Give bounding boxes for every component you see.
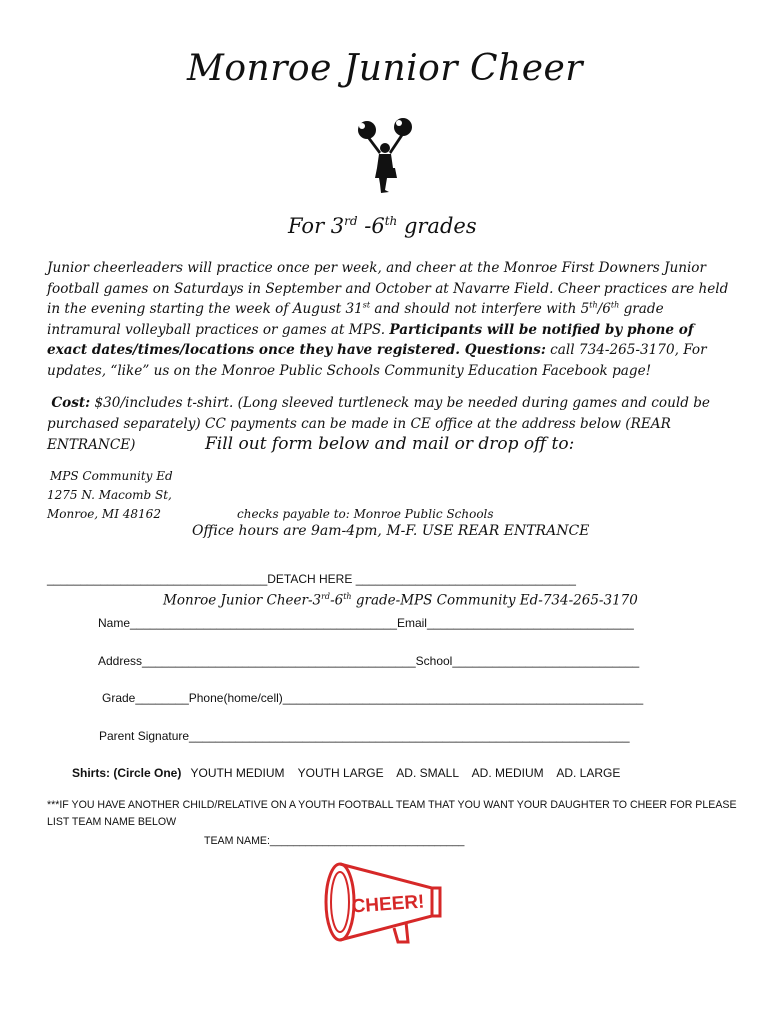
intro-paragraph — [47, 258, 737, 381]
address-school-field[interactable]: Address_________________________________________School____________________________ — [98, 654, 640, 668]
office-hours: Office hours are 9am-4pm, M-F. USE REAR ENTRANCE — [192, 523, 590, 539]
megaphone-text: CHEER! — [350, 891, 426, 918]
intro-text-2: and should not interfere with 5 — [370, 301, 590, 317]
intro-sup-th-2: th — [610, 300, 620, 310]
shirt-option-ad-medium[interactable]: AD. MEDIUM — [471, 766, 544, 780]
shirt-option-ad-small[interactable]: AD. SMALL — [396, 766, 459, 780]
grades-sup-th: th — [384, 214, 398, 228]
fill-out-instruction: Fill out form below and mail or drop off to: — [205, 434, 575, 454]
grades-heading — [288, 214, 477, 238]
intro-text-4: grade intramural volleyball practices or games at MPS. — [47, 301, 664, 338]
grades-sup-rd: rd — [344, 214, 358, 228]
cheerleader-icon — [355, 118, 415, 194]
name-email-field[interactable]: Name________________________________________Email_______________________________ — [98, 616, 634, 630]
form-title-c: grade-MPS Community Ed-734-265-3170 — [351, 592, 638, 609]
cost-text: $30/includes t-shirt. (Long sleeved turtleneck may be needed during games and could be purchased separately) CC payments can be made in CE office at the address below (REAR ENTRANCE) — [47, 395, 710, 453]
intro-bold-notice: Participants will be notified by phone of exact dates/times/locations once they have registered. Questions: — [47, 321, 694, 358]
cost-label: Cost: — [51, 395, 91, 411]
form-title — [163, 592, 638, 609]
grade-phone-field[interactable]: Grade________Phone(home/cell)______________________________________________________ — [102, 691, 644, 705]
form-title-sup-th: th — [343, 592, 352, 601]
form-title-sup-rd: rd — [321, 592, 331, 601]
page-title: Monroe Junior Cheer — [186, 48, 584, 89]
team-note: ***IF YOU HAVE ANOTHER CHILD/RELATIVE ON A YOUTH FOOTBALL TEAM THAT YOU WANT YOUR DAUGHTER TO CHEER FOR PLEASE LIST TEAM NAME BELOW — [47, 799, 737, 828]
form-title-a: Monroe Junior Cheer-3 — [163, 592, 322, 609]
team-name-field[interactable]: TEAM NAME:_________________________________ — [204, 835, 465, 847]
address-line-1: MPS Community Ed — [50, 469, 173, 483]
intro-sup-th-1: th — [589, 300, 598, 310]
parent-signature-field[interactable]: Parent Signature__________________________________________________________________ — [99, 729, 630, 743]
address-line-3: Monroe, MI 48162 — [47, 507, 161, 521]
shirt-size-options — [72, 766, 630, 780]
grades-prefix: For 3 — [288, 214, 345, 238]
intro-text-3: /6 — [597, 301, 611, 317]
form-title-b: -6 — [330, 592, 344, 609]
address-line-2: 1275 N. Macomb St, — [47, 488, 172, 502]
megaphone-icon — [320, 858, 452, 950]
checks-payable: checks payable to: Monroe Public Schools — [237, 507, 494, 521]
shirt-option-youth-medium[interactable]: YOUTH MEDIUM — [190, 766, 285, 780]
detach-line: _________________________________DETACH HERE _________________________________ — [47, 572, 576, 586]
shirts-label: Shirts: (Circle One) — [72, 766, 182, 780]
intro-text-5: call 734-265-3170, For updates, “like” us on the Monroe Public Schools Community Education Facebook page! — [47, 342, 707, 379]
intro-text-1: Junior cheerleaders will practice once per week, and cheer at the Monroe First Downers Junior football games on Saturdays in September and October at Navarre Field. Cheer practices are held in the evening starting the week of August 31 — [47, 260, 729, 317]
shirt-option-ad-large[interactable]: AD. LARGE — [556, 766, 621, 780]
shirt-option-youth-large[interactable]: YOUTH LARGE — [297, 766, 384, 780]
grades-mid: -6 — [357, 214, 385, 238]
grades-suffix: grades — [397, 214, 477, 238]
intro-sup-st: st — [362, 300, 371, 310]
